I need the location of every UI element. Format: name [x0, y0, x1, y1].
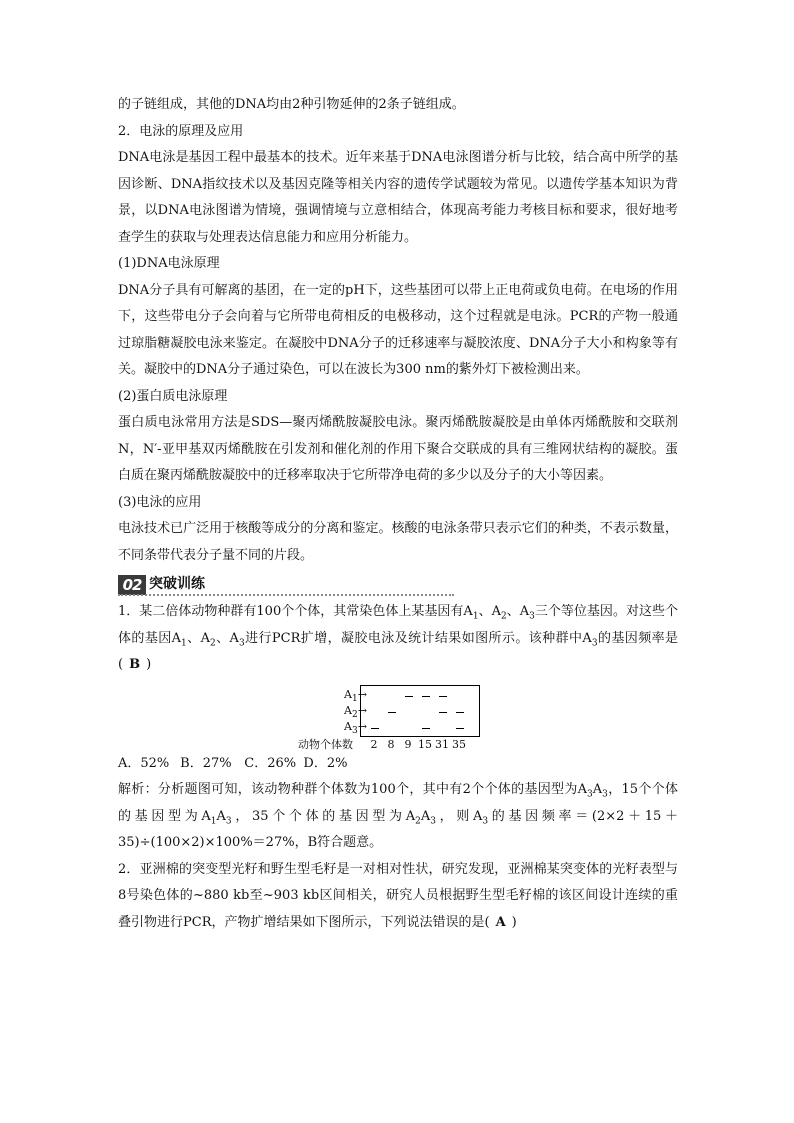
gel-count-6: 35 [452, 737, 466, 751]
section-rule [118, 594, 454, 596]
question-1: 1．某二倍体动物种群有100个个体，其常染色体上某基因有$A_1$、$A_2$、$A_3$三个等位基因。对这些个体的基因$A_1$、$A_2$、$A_3$进行PCR扩增，凝胶电泳及统计结果如图所示。该种群中$A_3$的基因频率是( B ) [118, 604, 679, 672]
sub3-text: 电泳技术已广泛用于核酸等成分的分离和鉴定。核酸的电泳条带只表示它们的种类，不表示数量，不同条带代表分子量不同的片段。 [118, 521, 678, 563]
heading-2: 2．电泳的原理及应用 [118, 123, 244, 139]
sub2-text: 蛋白质电泳常用方法是SDS—聚丙烯酰胺凝胶电泳。聚丙烯酰胺凝胶是由单体丙烯酰胺和交联剂N，N′-亚甲基双丙烯酰胺在引发剂和催化剂的作用下聚合交联成的具有三维网状结构的凝胶。蛋白质在聚丙烯酰胺凝胶中的迁移率取决于它所带净电荷的多少以及分子的大小等因素。 [118, 415, 678, 483]
document-page [118, 92, 678, 936]
gel-count-3: 9 [404, 737, 412, 751]
q1-option-b: B．27% [180, 755, 232, 771]
section-header [118, 571, 678, 599]
gel-label-a1: $A_1\to$ [344, 687, 367, 704]
gel-band-a3-6 [456, 728, 464, 729]
q1-option-c: C．26% [244, 755, 297, 771]
sub3-title: (3)电泳的应用 [118, 494, 202, 510]
gel-label-a2: $A_2\to$ [344, 703, 367, 720]
sub2-title: (2)蛋白质电泳原理 [118, 388, 228, 404]
sub1-title: (1)DNA电泳原理 [118, 256, 220, 271]
q2-answer: A [495, 914, 506, 930]
gel-box [360, 685, 480, 737]
gel-count-1: 2 [370, 737, 378, 751]
gel-band-a2-6 [456, 712, 464, 713]
gel-x-title: 动物个体数 [298, 737, 353, 751]
gel-band-a2-2 [388, 712, 396, 713]
gel-label-a3: $A_3\to$ [344, 719, 367, 736]
section-title: 突破训练 [149, 576, 205, 592]
gel-band-a3-4 [422, 728, 430, 729]
sub1-text: DNA分子具有可解离的基团，在一定的pH下，这些基团可以带上正电荷或负电荷。在电场的作用下，这些带电分子会向着与它所带电荷相反的电极移动，这个过程就是电泳。PCR的产物一般通过琼脂糖凝胶电泳来鉴定。在凝胶中DNA分子的迁移速率与凝胶浓度、DNA分子大小和构象等有关。凝胶中的DNA分子通过染色，可以在波长为300 nm的紫外灯下被检测出来。 [118, 282, 678, 377]
gel-count-5: 31 [435, 737, 449, 751]
gel-band-a1-5 [439, 696, 447, 697]
gel-band-a1-3 [405, 696, 413, 697]
gel-figure [118, 679, 678, 775]
gel-count-4: 15 [418, 737, 432, 751]
gel-band-a2-5 [439, 712, 447, 713]
gel-band-a1-4 [422, 696, 430, 697]
q1-answer: B [129, 657, 141, 672]
question-2: 2．亚洲棉的突变型光籽和野生型毛籽是一对相对性状，研究发现，亚洲棉某突变体的光籽表型与8号染色体的~880 kb至~903 kb区间相关，研究人员根据野生型毛籽棉的该区间设计连续的重叠引物进行PCR，产物扩增结果如下图所示，下列说法错误的是( A ) [118, 861, 678, 930]
q1-option-d: D．2% [303, 755, 348, 771]
gel-count-2: 8 [387, 737, 395, 751]
q1-option-a: A．52% [118, 755, 170, 771]
gel-band-a3-1 [371, 728, 379, 729]
q1-analysis: 解析：分析题图可知，该动物种群个体数为100个，其中有2个个体的基因型为$A_3A_3$，15个个体的基因型为$A_1A_3$，35个个体的基因型为$A_2A_3$，则$A_3$的基因频率＝(2×2＋15＋35)÷(100×2)×100%＝27%，B符合题意。 [118, 782, 678, 850]
para-dna-electrophoresis: DNA电泳是基因工程中最基本的技术。近年来基于DNA电泳图谱分析与比较，结合高中所学的基因诊断、DNA指纹技术以及基因克隆等相关内容的遗传学试题较为常见。以遗传学基本知识为背景，以DNA电泳图谱为情境，强调情境与立意相结合，体现高考能力考核目标和要求，很好地考查学生的获取与处理表达信息能力和应用分析能力。 [118, 150, 678, 245]
intro-line: 的子链组成，其他的DNA均由2种引物延伸的2条子链组成。 [118, 97, 465, 112]
section-badge: 02 [118, 575, 146, 595]
